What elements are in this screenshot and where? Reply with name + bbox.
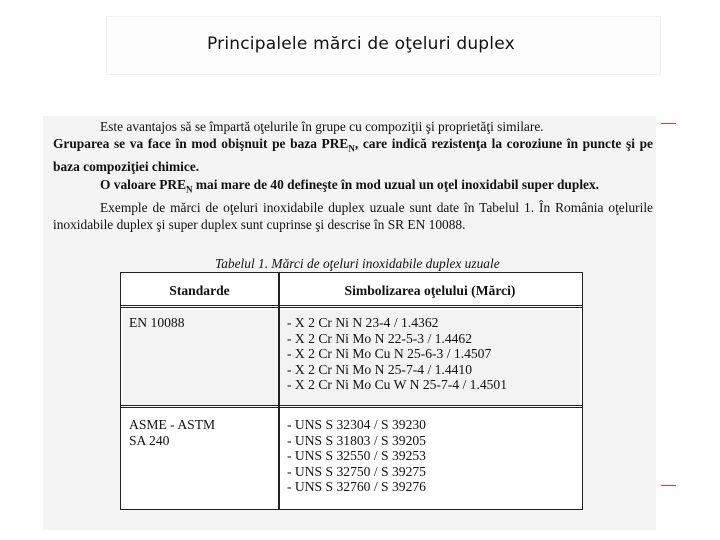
column-divider [278, 273, 280, 509]
list-item: - X 2 Cr Ni N 23-4 / 1.4362 [287, 315, 439, 330]
list-item: - UNS S 32304 / S 39230 [287, 417, 426, 432]
list-item: - X 2 Cr Ni Mo Cu N 25-6-3 / 1.4507 [287, 346, 492, 362]
list-item: - UNS S 31803 / S 39205 [287, 432, 426, 448]
slide-title: Principalele mărci de oţeluri duplex [207, 34, 515, 54]
body-text [53, 118, 653, 234]
row-divider [121, 305, 582, 308]
table-cell-standard: ASME - ASTM SA 240 [129, 417, 216, 448]
list-item: - UNS S 32550 / S 39253 [287, 448, 426, 464]
list-item: - X 2 Cr Ni Mo Cu W N 25-7-4 / 1.4501 [287, 377, 508, 393]
row-divider [121, 405, 582, 408]
table-cell-standard: EN 10088 [129, 315, 185, 330]
grades-table [120, 272, 583, 510]
paragraph-3: O valoare $PRE_N$ mai mare de 40 defineşte în mod uzual un oţel inoxidabil super duplex. [100, 176, 600, 195]
table-cell-grades [287, 315, 507, 393]
accent-dash-top [661, 123, 676, 124]
table-cell-grades [287, 417, 426, 495]
list-item: - X 2 Cr Ni Mo N 22-5-3 / 1.4462 [287, 330, 473, 346]
accent-dash-bottom [661, 485, 676, 486]
paragraph-1: Este avantajos să se împartă oţelurile în grupe cu compoziţii şi proprietăţi similare. [100, 119, 544, 134]
list-item: - X 2 Cr Ni Mo N 25-7-4 / 1.4410 [287, 361, 473, 377]
list-item: - UNS S 32750 / S 39275 [287, 463, 426, 479]
paragraph-4: Exemple de mărci de oţeluri inoxidabile duplex uzuale sunt date în Tabelul 1. În România oţelurile inoxidabile duplex şi super duplex sunt cuprinse şi descrise în SR EN 10088. [53, 199, 653, 233]
list-item: - UNS S 32760 / S 39276 [287, 479, 426, 495]
column-header-standard: Standarde [169, 283, 230, 298]
paragraph-2: Gruparea se va face în mod obişnuit pe baza $PRE_N$, care indică rezistenţa la coroziune în puncte şi pe baza compoziţiei chimice. [53, 136, 653, 175]
column-header-grades: Simbolizarea oţelului (Mărci) [344, 283, 516, 298]
table-caption: Tabelul 1. Mărci de oţeluri inoxidabile duplex uzuale [215, 256, 500, 271]
